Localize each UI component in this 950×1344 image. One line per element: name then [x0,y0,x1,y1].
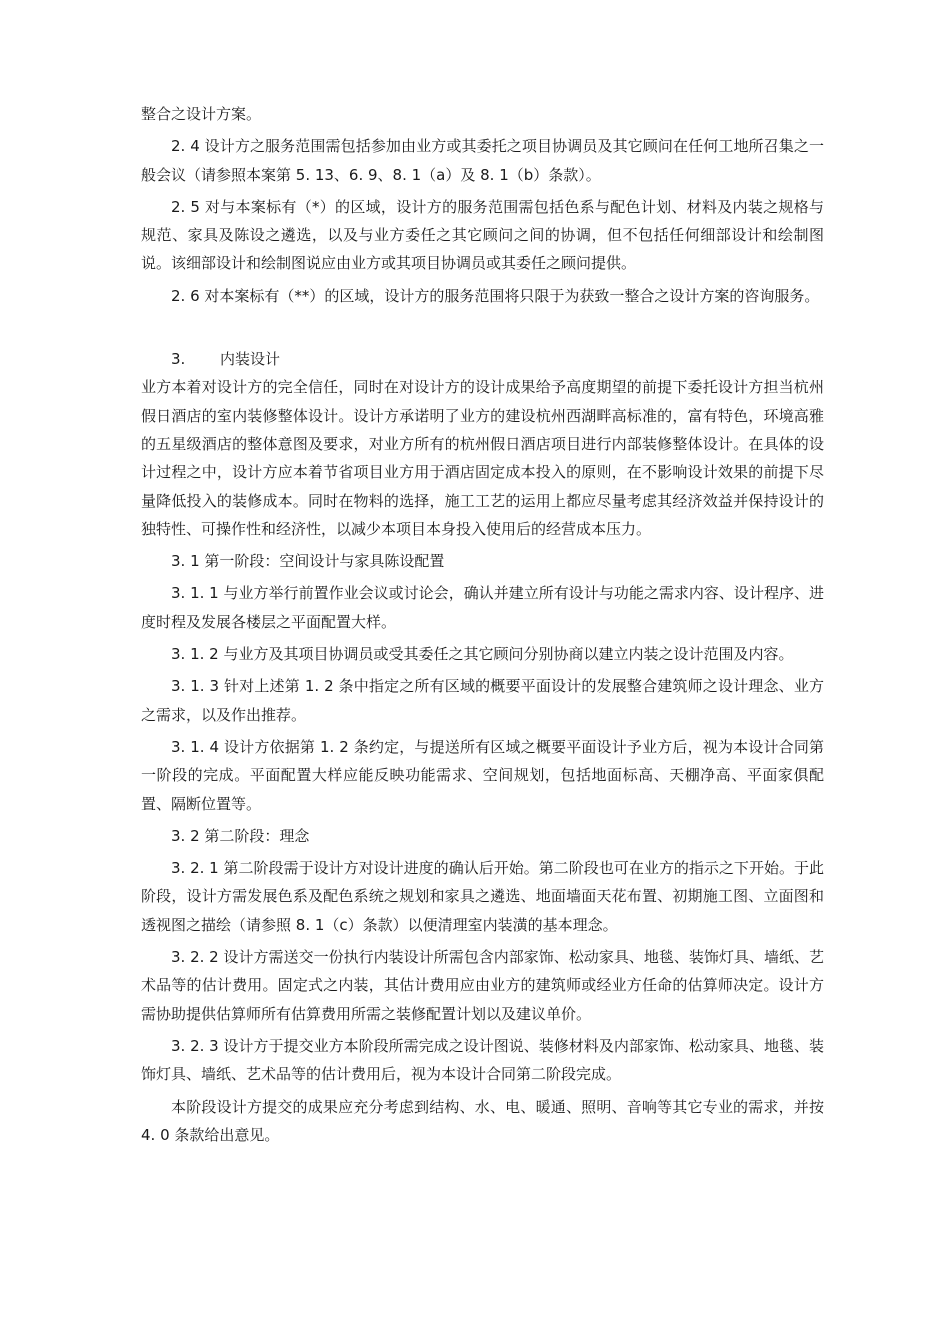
document-page [141,100,824,1153]
blank-line [141,314,824,345]
paragraph-3-1-4: 3. 1. 4 设计方依据第 1. 2 条约定，与提送所有区域之概要平面设计予业方后，视为本设计合同第一阶段的完成。平面配置大样应能反映功能需求、空间规划，包括地面标高、天棚净高、平面家俱配置、隔断位置等。 [141,737,824,813]
paragraph-continuation: 整合之设计方案。 [141,105,262,123]
paragraph-intro: 业方本着对设计方的完全信任，同时在对设计方的设计成果给予高度期望的前提下委托设计方担当杭州假日酒店的室内装修整体设计。设计方承诺明了业方的建设杭州西湖畔高标准的，富有特色，环境高雅的五星级酒店的整体意图及要求，对业方所有的杭州假日酒店项目进行内部装修整体设计。在具体的设计过程之中，设计方应本着节省项目业方用于酒店固定成本投入的原则，在不影响设计效果的前提下尽量降低投入的装修成本。同时在物料的选择，施工工艺的运用上都应尽量考虑其经济效益并保持设计的独特性、可操作性和经济性，以减少本项目本身投入使用后的经营成本压力。 [141,378,824,538]
paragraph-3-2-3: 3. 2. 3 设计方于提交业方本阶段所需完成之设计图说、装修材料及内部家饰、松动家具、地毯、装饰灯具、墙纸、艺术品等的估计费用后，视为本设计合同第二阶段完成。 [141,1036,824,1084]
section-title: 内装设计 [220,350,281,369]
paragraph-3-2: 3. 2 第二阶段：理念 [171,826,310,845]
paragraph-stage-output: 本阶段设计方提交的成果应充分考虑到结构、水、电、暖通、照明、音响等其它专业的需求，并按 4. 0 条款给出意见。 [141,1097,824,1144]
paragraph-2-5: 2. 5 对与本案标有（*）的区域，设计方的服务范围需包括色系与配色计划、材料及内装之规格与规范、家具及陈设之遴选，以及与业方委任之其它顾问之间的协调，但不包括任何细部设计和绘制图说。该细部设计和绘制图说应由业方或其项目协调员或其委任之顾问提供。 [141,197,824,273]
paragraph-2-4: 2. 4 设计方之服务范围需包括参加由业方或其委托之项目协调员及其它顾问在任何工地所召集之一般会议（请参照本案第 5. 13、6. 9、8. 1（a）及 8. 1（b）条款）。 [141,137,824,184]
paragraph-3-1-3: 3. 1. 3 针对上述第 1. 2 条中指定之所有区域的概要平面设计的发展整合建筑师之设计理念、业方之需求，以及作出推荐。 [141,677,824,724]
paragraph-3-1-2: 3. 1. 2 与业方及其项目协调员或受其委任之其它顾问分别协商以建立内装之设计范围及内容。 [171,645,794,664]
paragraph-3-2-1: 3. 2. 1 第二阶段需于设计方对设计进度的确认后开始。第二阶段也可在业方的指示之下开始。于此阶段，设计方需发展色系及配色系统之规划和家具之遴选、地面墙面天花布置、初期施工图、立面图和透视图之描绘（请参照 8. 1（c）条款）以便清理室内装潢的基本理念。 [141,859,824,934]
paragraph-3-2-2: 3. 2. 2 设计方需送交一份执行内装设计所需包含内部家饰、松动家具、地毯、装饰灯具、墙纸、艺术品等的估计费用。固定式之内装，其估计费用应由业方的建筑师或经业方任命的估算师决定。设计方需协助提供估算师所有估算费用所需之装修配置计划以及建议单价。 [141,948,824,1023]
section-number: 3. [171,350,186,369]
paragraph-3-1-1: 3. 1. 1 与业方举行前置作业会议或讨论会，确认并建立所有设计与功能之需求内容、设计程序、进度时程及发展各楼层之平面配置大样。 [141,584,824,631]
paragraph-3-1: 3. 1 第一阶段：空间设计与家具陈设配置 [171,552,445,571]
section-3-heading [141,345,824,373]
paragraph-2-6: 2. 6 对本案标有（**）的区域，设计方的服务范围将只限于为获致一整合之设计方案的咨询服务。 [171,286,820,305]
